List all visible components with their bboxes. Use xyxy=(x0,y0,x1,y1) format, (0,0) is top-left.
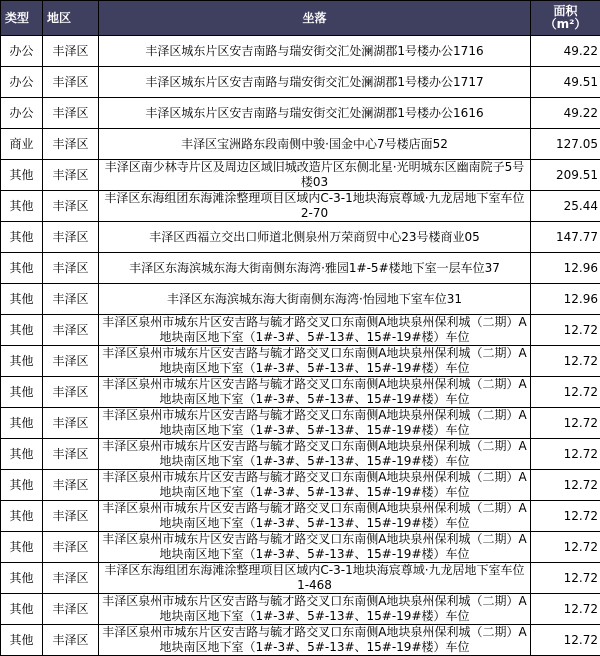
type-cell: 其他 xyxy=(1,222,43,253)
address-cell: 丰泽区泉州市城东片区安吉路与毓才路交叉口东南侧A地块泉州保利城（二期）A地块南区地下室（1#-3#、5#-13#、15#-19#楼）车位 xyxy=(99,594,531,625)
address-cell: 丰泽区宝洲路东段南侧中骏·国金中心7号楼店面52 xyxy=(99,129,531,160)
table-row xyxy=(1,501,600,532)
district-cell: 丰泽区 xyxy=(43,191,99,222)
type-cell: 其他 xyxy=(1,284,43,315)
table-row xyxy=(1,594,600,625)
table-row xyxy=(1,346,600,377)
address-cell: 丰泽区泉州市城东片区安吉路与毓才路交叉口东南侧A地块泉州保利城（二期）A地块南区地下室（1#-3#、5#-13#、15#-19#楼）车位 xyxy=(99,408,531,439)
type-cell: 其他 xyxy=(1,315,43,346)
type-cell: 其他 xyxy=(1,191,43,222)
type-cell: 办公 xyxy=(1,98,43,129)
address-cell: 丰泽区泉州市城东片区安吉路与毓才路交叉口东南侧A地块泉州保利城（二期）A地块南区地下室（1#-3#、5#-13#、15#-19#楼）车位 xyxy=(99,315,531,346)
district-cell: 丰泽区 xyxy=(43,470,99,501)
address-cell: 丰泽区泉州市城东片区安吉路与毓才路交叉口东南侧A地块泉州保利城（二期）A地块南区地下室（1#-3#、5#-13#、15#-19#楼）车位 xyxy=(99,501,531,532)
type-cell: 其他 xyxy=(1,346,43,377)
area-cell: 49.51 xyxy=(531,67,600,98)
district-cell: 丰泽区 xyxy=(43,98,99,129)
header-type: 类型 xyxy=(1,1,43,36)
type-cell: 其他 xyxy=(1,253,43,284)
type-cell: 其他 xyxy=(1,594,43,625)
type-cell: 其他 xyxy=(1,439,43,470)
address-cell: 丰泽区泉州市城东片区安吉路与毓才路交叉口东南侧A地块泉州保利城（二期）A地块南区地下室（1#-3#、5#-13#、15#-19#楼）车位 xyxy=(99,470,531,501)
district-cell: 丰泽区 xyxy=(43,36,99,67)
area-cell: 12.72 xyxy=(531,563,600,594)
table-row xyxy=(1,222,600,253)
area-cell: 12.72 xyxy=(531,315,600,346)
header-area-unit: （m²） xyxy=(544,17,587,31)
address-cell: 丰泽区城东片区安吉南路与瑞安街交汇处澜湖郡1号楼办公1716 xyxy=(99,36,531,67)
district-cell: 丰泽区 xyxy=(43,284,99,315)
district-cell: 丰泽区 xyxy=(43,160,99,191)
district-cell: 丰泽区 xyxy=(43,346,99,377)
area-cell: 127.05 xyxy=(531,129,600,160)
address-cell: 丰泽区城东片区安吉南路与瑞安街交汇处澜湖郡1号楼办公1717 xyxy=(99,67,531,98)
district-cell: 丰泽区 xyxy=(43,377,99,408)
address-cell: 丰泽区泉州市城东片区安吉路与毓才路交叉口东南侧A地块泉州保利城（二期）A地块南区地下室（1#-3#、5#-13#、15#-19#楼）车位 xyxy=(99,625,531,656)
type-cell: 办公 xyxy=(1,36,43,67)
area-cell: 12.72 xyxy=(531,625,600,656)
table-row xyxy=(1,532,600,563)
area-cell: 12.96 xyxy=(531,253,600,284)
area-cell: 147.77 xyxy=(531,222,600,253)
address-cell: 丰泽区泉州市城东片区安吉路与毓才路交叉口东南侧A地块泉州保利城（二期）A地块南区地下室（1#-3#、5#-13#、15#-19#楼）车位 xyxy=(99,377,531,408)
table-row xyxy=(1,408,600,439)
address-cell: 丰泽区泉州市城东片区安吉路与毓才路交叉口东南侧A地块泉州保利城（二期）A地块南区地下室（1#-3#、5#-13#、15#-19#楼）车位 xyxy=(99,532,531,563)
address-cell: 丰泽区泉州市城东片区安吉路与毓才路交叉口东南侧A地块泉州保利城（二期）A地块南区地下室（1#-3#、5#-13#、15#-19#楼）车位 xyxy=(99,439,531,470)
table-row xyxy=(1,470,600,501)
type-cell: 其他 xyxy=(1,408,43,439)
table-row xyxy=(1,129,600,160)
header-area-label: 面积 xyxy=(553,4,578,18)
type-cell: 其他 xyxy=(1,625,43,656)
area-cell: 12.72 xyxy=(531,408,600,439)
district-cell: 丰泽区 xyxy=(43,594,99,625)
table-row xyxy=(1,284,600,315)
address-cell: 丰泽区西福立交出口师道北侧泉州万荣商贸中心23号楼商业05 xyxy=(99,222,531,253)
table-row xyxy=(1,625,600,656)
address-cell: 丰泽区东海滨城东海大街南侧东海湾·怡园地下室车位31 xyxy=(99,284,531,315)
header-area xyxy=(531,1,600,36)
header-address: 坐落 xyxy=(99,1,531,36)
district-cell: 丰泽区 xyxy=(43,253,99,284)
district-cell: 丰泽区 xyxy=(43,439,99,470)
type-cell: 其他 xyxy=(1,470,43,501)
district-cell: 丰泽区 xyxy=(43,563,99,594)
area-cell: 209.51 xyxy=(531,160,600,191)
district-cell: 丰泽区 xyxy=(43,222,99,253)
header-district: 地区 xyxy=(43,1,99,36)
district-cell: 丰泽区 xyxy=(43,532,99,563)
area-cell: 25.44 xyxy=(531,191,600,222)
type-cell: 其他 xyxy=(1,563,43,594)
address-cell: 丰泽区城东片区安吉南路与瑞安街交汇处澜湖郡1号楼办公1616 xyxy=(99,98,531,129)
area-cell: 12.72 xyxy=(531,346,600,377)
area-cell: 12.72 xyxy=(531,501,600,532)
type-cell: 其他 xyxy=(1,532,43,563)
table-row xyxy=(1,98,600,129)
district-cell: 丰泽区 xyxy=(43,625,99,656)
address-cell: 丰泽区南少林寺片区及周边区域旧城改造片区东侧北星·光明城东区幽南院子5号楼03 xyxy=(99,160,531,191)
type-cell: 其他 xyxy=(1,160,43,191)
area-cell: 12.72 xyxy=(531,594,600,625)
district-cell: 丰泽区 xyxy=(43,67,99,98)
type-cell: 其他 xyxy=(1,377,43,408)
district-cell: 丰泽区 xyxy=(43,501,99,532)
area-cell: 12.72 xyxy=(531,439,600,470)
address-cell: 丰泽区东海滨城东海大街南侧东海湾·雅园1#-5#楼地下室一层车位37 xyxy=(99,253,531,284)
area-cell: 12.96 xyxy=(531,284,600,315)
area-cell: 49.22 xyxy=(531,98,600,129)
table-row xyxy=(1,191,600,222)
type-cell: 办公 xyxy=(1,67,43,98)
address-cell: 丰泽区东海组团东海滩涂整理项目区域内C-3-1地块海宸尊域·九龙居地下室车位2-70 xyxy=(99,191,531,222)
table-row xyxy=(1,315,600,346)
address-cell: 丰泽区东海组团东海滩涂整理项目区域内C-3-1地块海宸尊域·九龙居地下室车位1-468 xyxy=(99,563,531,594)
type-cell: 其他 xyxy=(1,501,43,532)
area-cell: 12.72 xyxy=(531,377,600,408)
district-cell: 丰泽区 xyxy=(43,129,99,160)
district-cell: 丰泽区 xyxy=(43,315,99,346)
district-cell: 丰泽区 xyxy=(43,408,99,439)
header-row xyxy=(1,1,600,36)
table-row xyxy=(1,253,600,284)
area-cell: 12.72 xyxy=(531,532,600,563)
table-row xyxy=(1,563,600,594)
type-cell: 商业 xyxy=(1,129,43,160)
table-row xyxy=(1,439,600,470)
address-cell: 丰泽区泉州市城东片区安吉路与毓才路交叉口东南侧A地块泉州保利城（二期）A地块南区地下室（1#-3#、5#-13#、15#-19#楼）车位 xyxy=(99,346,531,377)
area-cell: 49.22 xyxy=(531,36,600,67)
table-row xyxy=(1,36,600,67)
table-row xyxy=(1,160,600,191)
table-row xyxy=(1,377,600,408)
area-cell: 12.72 xyxy=(531,470,600,501)
table-row xyxy=(1,67,600,98)
